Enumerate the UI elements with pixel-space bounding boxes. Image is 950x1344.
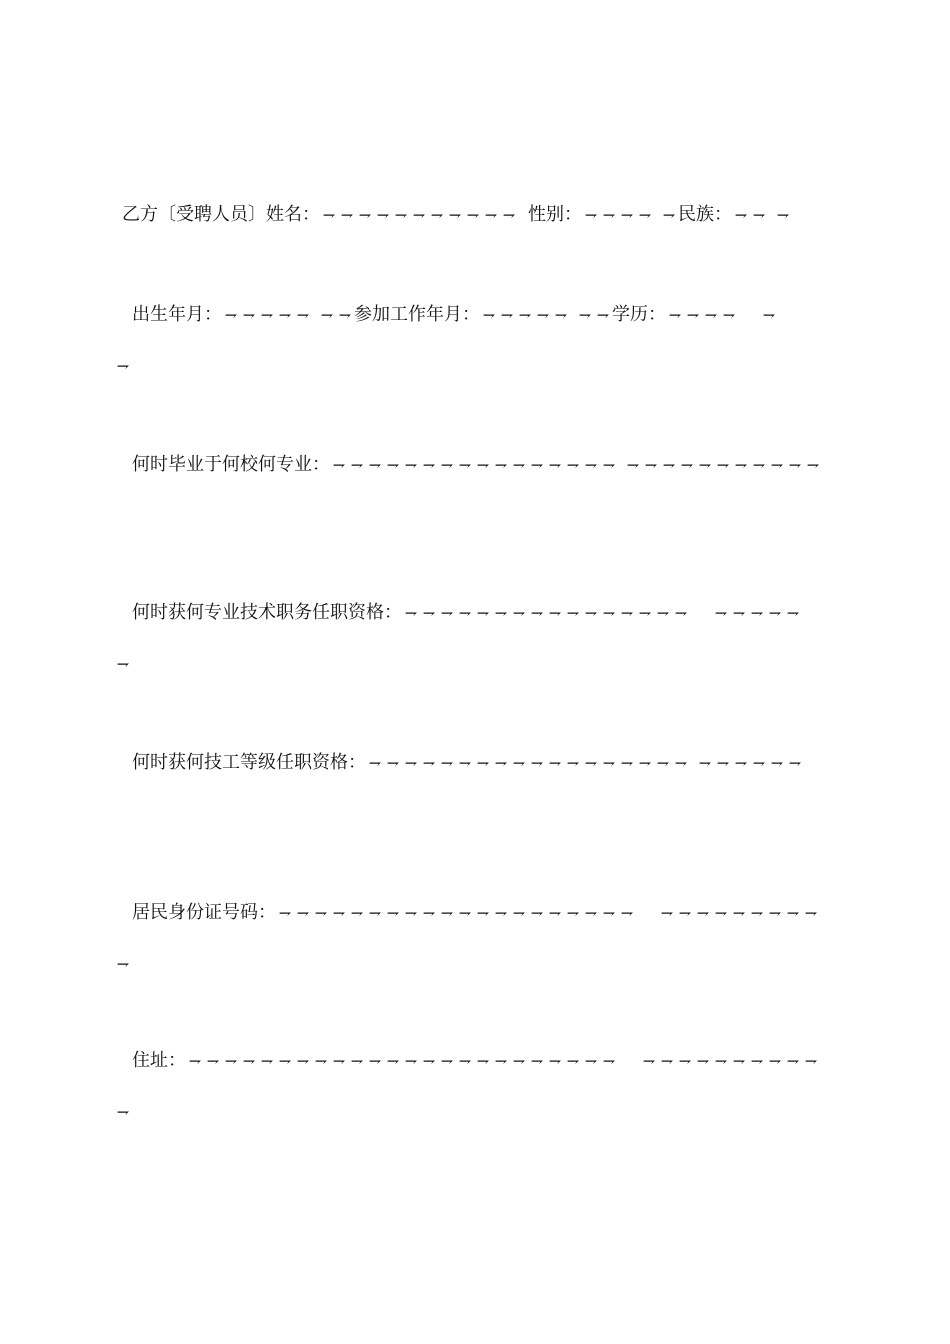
arrow-icon: ⇁ [638, 604, 652, 622]
arrow-icon: ⇁ [620, 206, 634, 224]
arrow-icon: ⇁ [518, 306, 532, 324]
arrow-icon: ⇁ [668, 306, 682, 324]
arrow-icon: ⇁ [762, 306, 776, 324]
form-line-birth-work-edu [132, 303, 778, 327]
arrow-icon: ⇁ [584, 1052, 598, 1070]
arrow-icon: ⇁ [642, 1052, 656, 1070]
arrow-icon: ⇁ [734, 456, 748, 474]
arrow-icon: ⇁ [678, 904, 692, 922]
form-line-name-sex-ethnicity [122, 203, 792, 227]
arrow-icon: ⇁ [732, 604, 746, 622]
arrow-icon: ⇁ [476, 456, 490, 474]
arrow-icon: ⇁ [602, 456, 616, 474]
label-graduation: 何时毕业于何校何专业： [132, 454, 330, 475]
arrow-icon: ⇁ [714, 1052, 728, 1070]
arrow-icon: ⇁ [680, 456, 694, 474]
arrow-icon: ⇁ [638, 754, 652, 772]
arrow-icon: ⇁ [656, 754, 670, 772]
arrow-icon: ⇁ [566, 1052, 580, 1070]
arrow-icon: ⇁ [476, 754, 490, 772]
arrow-icon: ⇁ [548, 754, 562, 772]
arrow-icon: ⇁ [494, 1052, 508, 1070]
arrow-icon: ⇁ [696, 904, 710, 922]
arrow-icon: ⇁ [662, 456, 676, 474]
arrow-icon: ⇁ [752, 754, 766, 772]
arrow-icon: ⇁ [512, 904, 526, 922]
arrow-icon: ⇁ [368, 754, 382, 772]
arrow-icon: ⇁ [512, 754, 526, 772]
arrow-icon: ⇁ [548, 904, 562, 922]
form-line-wrap [114, 1100, 132, 1124]
arrow-icon: ⇁ [602, 754, 616, 772]
arrow-icon: ⇁ [322, 206, 336, 224]
arrow-icon: ⇁ [768, 1052, 782, 1070]
label-address: 住址： [132, 1050, 186, 1071]
arrow-icon: ⇁ [716, 754, 730, 772]
arrow-icon: ⇁ [332, 904, 346, 922]
arrow-icon: ⇁ [116, 655, 130, 673]
arrow-icon: ⇁ [440, 604, 454, 622]
arrow-icon: ⇁ [750, 904, 764, 922]
arrow-icon: ⇁ [278, 904, 292, 922]
arrow-icon: ⇁ [386, 754, 400, 772]
form-line-id-number [132, 901, 820, 925]
arrow-icon: ⇁ [512, 1052, 526, 1070]
arrow-icon: ⇁ [750, 604, 764, 622]
arrow-icon: ⇁ [596, 306, 610, 324]
arrow-icon: ⇁ [332, 1052, 346, 1070]
label-skill-grade: 何时获何技工等级任职资格： [132, 752, 366, 773]
label-ethnicity: 民族： [678, 204, 732, 225]
arrow-icon: ⇁ [804, 1052, 818, 1070]
arrow-icon: ⇁ [512, 456, 526, 474]
arrow-icon: ⇁ [786, 904, 800, 922]
blank-id-number[interactable] [276, 902, 636, 923]
label-sex: 性别： [528, 204, 582, 225]
arrow-icon: ⇁ [704, 306, 718, 324]
arrow-icon: ⇁ [732, 1052, 746, 1070]
arrow-icon: ⇁ [332, 456, 346, 474]
arrow-icon: ⇁ [602, 1052, 616, 1070]
arrow-icon: ⇁ [482, 306, 496, 324]
arrow-icon: ⇁ [368, 456, 382, 474]
arrow-icon: ⇁ [626, 456, 640, 474]
arrow-icon: ⇁ [602, 904, 616, 922]
arrow-icon: ⇁ [602, 604, 616, 622]
arrow-icon: ⇁ [320, 306, 334, 324]
arrow-icon: ⇁ [554, 306, 568, 324]
arrow-icon: ⇁ [440, 904, 454, 922]
arrow-icon: ⇁ [484, 206, 498, 224]
arrow-icon: ⇁ [500, 306, 514, 324]
arrow-icon: ⇁ [536, 306, 550, 324]
arrow-icon: ⇁ [806, 456, 820, 474]
arrow-icon: ⇁ [566, 904, 580, 922]
arrow-icon: ⇁ [448, 206, 462, 224]
arrow-icon: ⇁ [422, 456, 436, 474]
arrow-icon: ⇁ [578, 306, 592, 324]
arrow-icon: ⇁ [566, 604, 580, 622]
arrow-icon: ⇁ [788, 456, 802, 474]
arrow-icon: ⇁ [512, 604, 526, 622]
arrow-icon: ⇁ [768, 904, 782, 922]
arrow-icon: ⇁ [530, 1052, 544, 1070]
arrow-icon: ⇁ [422, 904, 436, 922]
arrow-icon: ⇁ [698, 456, 712, 474]
arrow-icon: ⇁ [696, 1052, 710, 1070]
blank-tech-title-cont[interactable] [712, 602, 802, 623]
arrow-icon: ⇁ [734, 206, 748, 224]
blank-ethnicity[interactable] [732, 204, 768, 225]
arrow-icon: ⇁ [440, 754, 454, 772]
arrow-icon: ⇁ [404, 754, 418, 772]
arrow-icon: ⇁ [314, 1052, 328, 1070]
blank-graduation[interactable] [330, 454, 618, 475]
arrow-icon: ⇁ [242, 306, 256, 324]
arrow-icon: ⇁ [714, 904, 728, 922]
arrow-icon: ⇁ [548, 456, 562, 474]
blank-graduation-cont[interactable] [624, 454, 822, 475]
arrow-icon: ⇁ [116, 955, 130, 973]
arrow-icon: ⇁ [206, 1052, 220, 1070]
arrow-icon: ⇁ [584, 604, 598, 622]
arrow-icon: ⇁ [602, 206, 616, 224]
form-line-address [132, 1049, 820, 1073]
arrow-icon: ⇁ [412, 206, 426, 224]
arrow-icon: ⇁ [404, 1052, 418, 1070]
arrow-icon: ⇁ [422, 1052, 436, 1070]
arrow-icon: ⇁ [786, 1052, 800, 1070]
arrow-icon: ⇁ [430, 206, 444, 224]
label-education: 学历： [612, 304, 666, 325]
blank-sex[interactable] [582, 204, 654, 225]
arrow-icon: ⇁ [548, 604, 562, 622]
arrow-icon: ⇁ [224, 306, 238, 324]
arrow-icon: ⇁ [188, 1052, 202, 1070]
arrow-icon: ⇁ [350, 456, 364, 474]
arrow-icon: ⇁ [674, 754, 688, 772]
arrow-icon: ⇁ [422, 604, 436, 622]
arrow-icon: ⇁ [584, 904, 598, 922]
arrow-icon: ⇁ [548, 1052, 562, 1070]
arrow-icon: ⇁ [466, 206, 480, 224]
arrow-icon: ⇁ [660, 904, 674, 922]
arrow-icon: ⇁ [638, 206, 652, 224]
blank-tech-title[interactable] [402, 602, 690, 623]
arrow-icon: ⇁ [584, 456, 598, 474]
arrow-icon: ⇁ [566, 754, 580, 772]
arrow-icon: ⇁ [440, 456, 454, 474]
arrow-icon: ⇁ [386, 456, 400, 474]
arrow-icon: ⇁ [752, 456, 766, 474]
arrow-icon: ⇁ [788, 754, 802, 772]
form-line-wrap [114, 952, 132, 976]
arrow-icon: ⇁ [260, 306, 274, 324]
blank-birth[interactable] [222, 304, 312, 325]
arrow-icon: ⇁ [750, 1052, 764, 1070]
label-id-number: 居民身份证号码： [132, 902, 276, 923]
arrow-icon: ⇁ [732, 904, 746, 922]
arrow-icon: ⇁ [770, 754, 784, 772]
arrow-icon: ⇁ [440, 1052, 454, 1070]
arrow-icon: ⇁ [656, 604, 670, 622]
arrow-icon: ⇁ [776, 206, 790, 224]
blank-address-cont[interactable] [640, 1050, 820, 1071]
form-line-wrap [114, 354, 132, 378]
arrow-icon: ⇁ [296, 1052, 310, 1070]
arrow-icon: ⇁ [358, 206, 372, 224]
label-tech-title: 何时获何专业技术职务任职资格： [132, 602, 402, 623]
arrow-icon: ⇁ [338, 306, 352, 324]
form-line-wrap [114, 652, 132, 676]
arrow-icon: ⇁ [314, 904, 328, 922]
arrow-icon: ⇁ [476, 1052, 490, 1070]
blank-address[interactable] [186, 1050, 618, 1071]
blank-name[interactable] [320, 204, 518, 225]
arrow-icon: ⇁ [458, 604, 472, 622]
arrow-icon: ⇁ [752, 206, 766, 224]
arrow-icon: ⇁ [530, 604, 544, 622]
arrow-icon: ⇁ [458, 904, 472, 922]
form-line-skill-grade [132, 751, 804, 775]
form-line-tech-title [132, 601, 802, 625]
label-work-start: 参加工作年月： [354, 304, 480, 325]
arrow-icon: ⇁ [116, 357, 130, 375]
arrow-icon: ⇁ [530, 456, 544, 474]
arrow-icon: ⇁ [566, 456, 580, 474]
arrow-icon: ⇁ [770, 456, 784, 474]
arrow-icon: ⇁ [716, 456, 730, 474]
arrow-icon: ⇁ [494, 456, 508, 474]
arrow-icon: ⇁ [476, 604, 490, 622]
arrow-icon: ⇁ [394, 206, 408, 224]
arrow-icon: ⇁ [674, 604, 688, 622]
arrow-icon: ⇁ [296, 306, 310, 324]
arrow-icon: ⇁ [404, 904, 418, 922]
arrow-icon: ⇁ [376, 206, 390, 224]
arrow-icon: ⇁ [644, 456, 658, 474]
arrow-icon: ⇁ [620, 604, 634, 622]
arrow-icon: ⇁ [350, 1052, 364, 1070]
arrow-icon: ⇁ [768, 604, 782, 622]
blank-id-number-cont[interactable] [658, 902, 820, 923]
blank-education[interactable] [666, 304, 738, 325]
arrow-icon: ⇁ [404, 604, 418, 622]
arrow-icon: ⇁ [620, 904, 634, 922]
label-name: 乙方〔受聘人员〕姓名： [122, 204, 320, 225]
blank-skill-grade-cont[interactable] [696, 752, 804, 773]
arrow-icon: ⇁ [660, 1052, 674, 1070]
form-line-graduation [132, 453, 822, 477]
arrow-icon: ⇁ [714, 604, 728, 622]
blank-work-start[interactable] [480, 304, 570, 325]
arrow-icon: ⇁ [458, 754, 472, 772]
arrow-icon: ⇁ [494, 754, 508, 772]
arrow-icon: ⇁ [620, 754, 634, 772]
arrow-icon: ⇁ [296, 904, 310, 922]
arrow-icon: ⇁ [476, 904, 490, 922]
arrow-icon: ⇁ [386, 904, 400, 922]
arrow-icon: ⇁ [368, 904, 382, 922]
label-birth: 出生年月： [132, 304, 222, 325]
arrow-icon: ⇁ [278, 1052, 292, 1070]
arrow-icon: ⇁ [368, 1052, 382, 1070]
arrow-icon: ⇁ [278, 306, 292, 324]
arrow-icon: ⇁ [530, 904, 544, 922]
arrow-icon: ⇁ [386, 1052, 400, 1070]
arrow-icon: ⇁ [678, 1052, 692, 1070]
arrow-icon: ⇁ [422, 754, 436, 772]
blank-skill-grade[interactable] [366, 752, 690, 773]
arrow-icon: ⇁ [404, 456, 418, 474]
arrow-icon: ⇁ [722, 306, 736, 324]
arrow-icon: ⇁ [734, 754, 748, 772]
arrow-icon: ⇁ [260, 1052, 274, 1070]
arrow-icon: ⇁ [224, 1052, 238, 1070]
arrow-icon: ⇁ [502, 206, 516, 224]
arrow-icon: ⇁ [340, 206, 354, 224]
arrow-icon: ⇁ [350, 904, 364, 922]
arrow-icon: ⇁ [458, 456, 472, 474]
arrow-icon: ⇁ [686, 306, 700, 324]
arrow-icon: ⇁ [458, 1052, 472, 1070]
arrow-icon: ⇁ [786, 604, 800, 622]
arrow-icon: ⇁ [494, 904, 508, 922]
arrow-icon: ⇁ [584, 754, 598, 772]
arrow-icon: ⇁ [698, 754, 712, 772]
arrow-icon: ⇁ [242, 1052, 256, 1070]
arrow-icon: ⇁ [804, 904, 818, 922]
arrow-icon: ⇁ [530, 754, 544, 772]
arrow-icon: ⇁ [494, 604, 508, 622]
arrow-icon: ⇁ [584, 206, 598, 224]
arrow-icon: ⇁ [662, 206, 676, 224]
arrow-icon: ⇁ [116, 1103, 130, 1121]
